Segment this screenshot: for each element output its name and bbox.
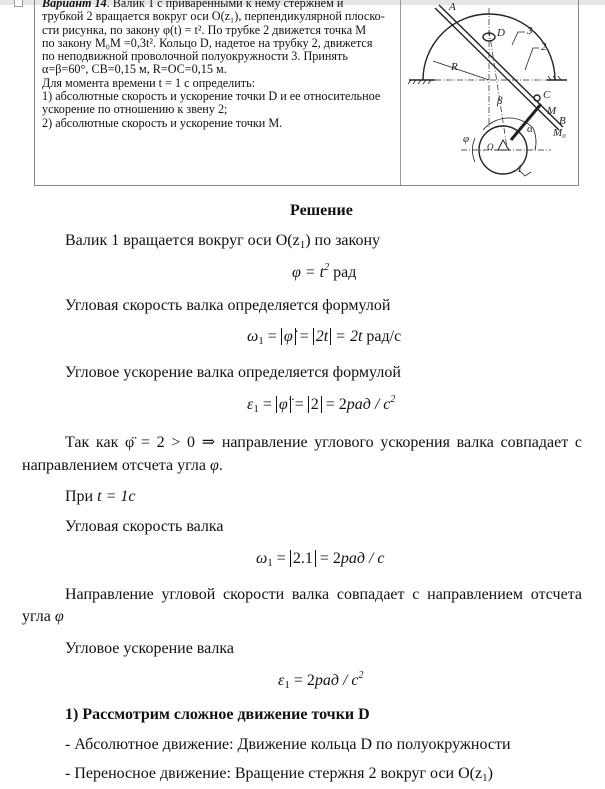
paragraph-at-time: При t = 1c: [65, 488, 136, 505]
label-phi: φ: [463, 133, 470, 145]
table-move-handle[interactable]: [14, 0, 23, 7]
variant-label: Вариант 14: [42, 0, 107, 10]
paragraph-acceleration-direction-line1: Так как φ̈ = 2 > 0 ⇒ направление углового ускорения валка совпадает с: [65, 434, 582, 451]
section-heading-point-d: 1) Рассмотрим сложное движение точки D: [65, 706, 370, 723]
label-B: B: [559, 115, 566, 127]
paragraph-velocity-direction-line2: угла φ: [22, 608, 64, 625]
mechanism-figure-cell: [401, 0, 578, 185]
task-line: Для момента времени t = 1 с определить:: [42, 75, 256, 90]
mechanism-diagram: [401, 0, 578, 180]
equation-omega-value: $\omega_1 = 2.1 = 2рад / с$: [256, 550, 385, 569]
label-M: M: [547, 105, 557, 117]
label-R: R: [451, 61, 458, 73]
paragraph-acceleration-direction-line2: направлением отсчета угла φ.: [22, 457, 223, 474]
solution-title: Решение: [290, 202, 353, 219]
task-line: трубкой 2 вращается вокруг оси O(z₁), перпендикулярной плоско-: [42, 9, 385, 24]
paragraph-angular-velocity-formula: Угловая скорость валка определяется формулой: [65, 297, 391, 314]
task-line: Вариант 14. Валик 1 с приваренными к нему стержнем и: [42, 0, 402, 10]
label-O: O: [487, 142, 494, 152]
label-C: C: [543, 89, 551, 101]
equation-omega: $\omega_1$ = φ̇ = 2t = 2t рад/с: [247, 328, 402, 347]
label-D: D: [497, 27, 505, 39]
task-text: [42, 0, 402, 130]
paragraph-angular-velocity: Угловая скорость валка: [65, 518, 224, 535]
label-2: 2: [541, 41, 547, 53]
label-1: 1: [517, 163, 523, 175]
paragraph-shaft-law: Валик 1 вращается вокруг оси $O(z_1)$ по закону: [65, 232, 381, 251]
task-table: [34, 0, 579, 186]
task-text-cell: [35, 0, 401, 185]
equation-phi: $\varphi = t^2$ рад: [292, 262, 357, 281]
task-line: ускорение по отношению к звену 2;: [42, 102, 228, 117]
task-line: 1) абсолютные скорость и ускорение точки D и ее относительное: [42, 89, 381, 104]
label-M0: M₀: [553, 127, 566, 139]
task-line: 2) абсолютные скорость и ускорение точки M.: [42, 115, 283, 130]
bullet-absolute-motion: - Абсолютное движение: Движение кольца D по полуокружности: [65, 736, 511, 753]
task-line: сти рисунка, по закону φ(t) = t². По трубке 2 движется точка M: [42, 22, 367, 37]
equation-epsilon: $\varepsilon_1$ = φ̈ = $2 = 2рад / с^2$: [247, 394, 396, 415]
bullet-transport-motion: - Переносное движение: Вращение стержня 2 вокруг оси $O(z_1)$: [65, 765, 493, 784]
paragraph-angular-acceleration: Угловое ускорение валка: [65, 640, 234, 657]
label-A: A: [449, 1, 456, 13]
task-line: по закону M₀M =0,3t². Кольцо D, надетое на трубку 2, движется: [42, 35, 373, 50]
task-line: α=β=60°, CB=0,15 м, R=OC=0,15 м.: [42, 62, 227, 77]
paragraph-angular-acceleration-formula: Угловое ускорение валка определяется формулой: [65, 364, 401, 381]
label-3: 3: [527, 25, 533, 37]
label-alpha: α: [527, 123, 533, 135]
equation-epsilon-value: $\varepsilon_1 = 2рад / с^2$: [278, 670, 364, 691]
paragraph-velocity-direction-line1: Направление угловой скорости валка совпадает с направлением отсчета: [65, 586, 582, 603]
label-beta: β: [497, 95, 503, 107]
task-line: по неподвижной проволочной полуокружности 3. Принять: [42, 49, 348, 64]
